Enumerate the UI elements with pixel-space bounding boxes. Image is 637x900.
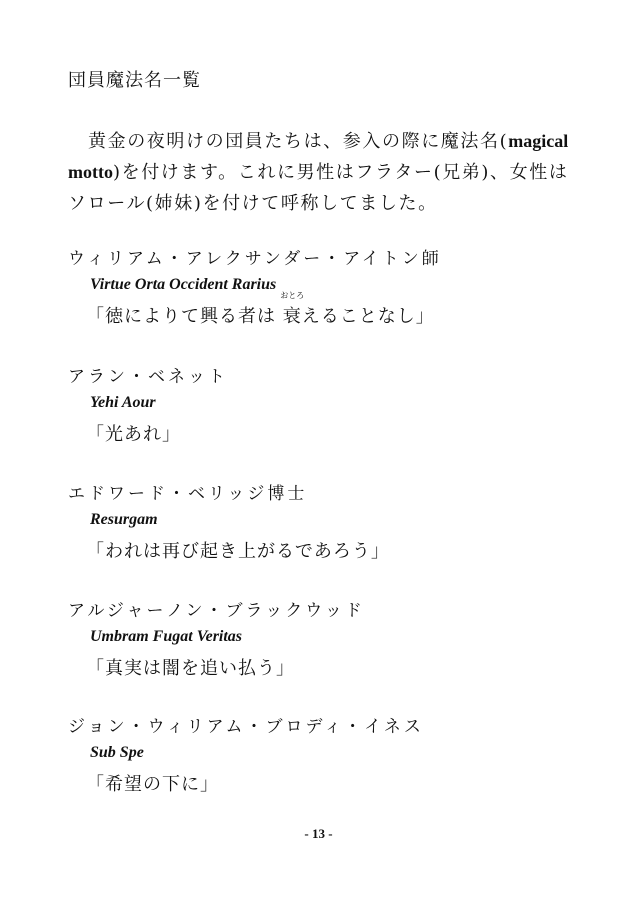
ruby-reading: おとろ bbox=[280, 291, 305, 300]
member-entry-bennett bbox=[68, 362, 608, 446]
motto-translation: 「光あれ」 bbox=[86, 424, 181, 445]
member-entry-aiton bbox=[68, 244, 608, 328]
intro-line-1 bbox=[68, 126, 588, 157]
page-number: - 13 - bbox=[304, 826, 333, 841]
member-name: アラン・ベネット bbox=[68, 367, 228, 387]
member-name: ウィリアム・アレクサンダー・アイトン師 bbox=[68, 249, 442, 269]
intro-line-1-bold: magical bbox=[508, 131, 569, 151]
intro-line-2 bbox=[68, 157, 588, 188]
member-name: ジョン・ウィリアム・ブロディ・イネス bbox=[68, 717, 424, 737]
ruby-base: 衰 bbox=[282, 306, 302, 327]
motto-translation: 「われは再び起き上がるであろう」 bbox=[86, 541, 390, 562]
motto-translation: 「真実は闇を追い払う」 bbox=[86, 658, 295, 679]
member-name: アルジャーノン・ブラックウッド bbox=[68, 601, 365, 621]
magical-motto: Resurgam bbox=[90, 511, 158, 528]
intro-paragraph bbox=[68, 126, 588, 219]
motto-translation-part-2: えることなし」 bbox=[301, 306, 435, 327]
ruby-word bbox=[280, 291, 305, 328]
member-entry-blackwood bbox=[68, 596, 608, 680]
intro-line-2-bold: motto bbox=[68, 162, 113, 182]
magical-motto: Umbram Fugat Veritas bbox=[90, 628, 243, 645]
motto-translation bbox=[86, 291, 608, 328]
intro-line-2-text: )を付けます。これに男性はフラター(兄弟)、女性は bbox=[112, 162, 569, 183]
motto-translation: 「希望の下に」 bbox=[86, 774, 219, 795]
member-name: エドワード・ベリッジ博士 bbox=[68, 484, 308, 504]
intro-line-1-text: 黄金の夜明けの団員たちは、参入の際に魔法名( bbox=[88, 131, 509, 152]
motto-translation-part-1: 「徳によりて興る者は bbox=[86, 306, 276, 327]
member-entry-brodie-innes bbox=[68, 712, 608, 796]
page-title: 団員魔法名一覧 bbox=[68, 70, 201, 91]
magical-motto: Virtue Orta Occident Rarius bbox=[90, 276, 277, 293]
member-entry-berridge bbox=[68, 479, 608, 563]
magical-motto: Sub Spe bbox=[90, 744, 144, 761]
intro-line-3: ソロール(姉妹)を付けて呼称してました。 bbox=[68, 193, 438, 214]
magical-motto: Yehi Aour bbox=[90, 394, 156, 411]
